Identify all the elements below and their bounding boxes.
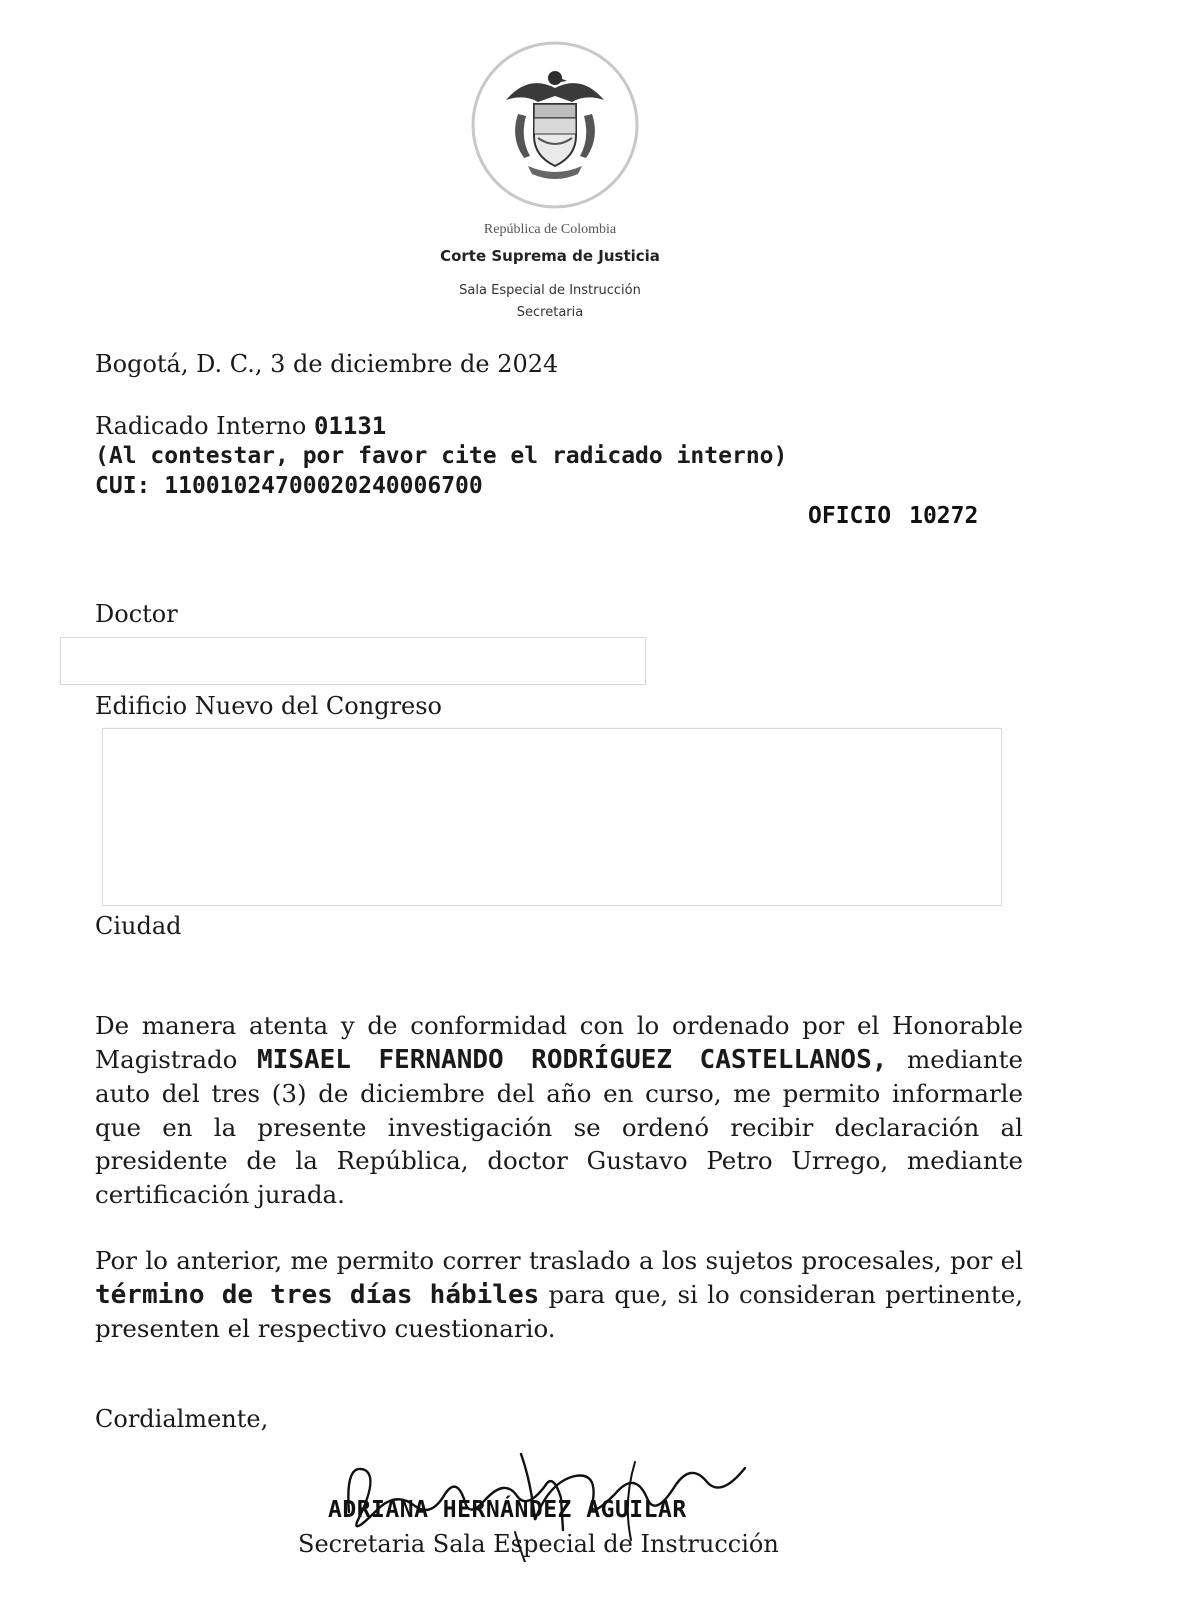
- paragraph-text: mediante auto del tres (3) de diciembre del año en curso, me permito informarle que en la presente investigación se ordenó recibir declaración al presidente de la República, doctor Gustavo Petro Urrego, mediante certificación jurada.: [95, 1044, 1024, 1209]
- radicado-number: 01131: [313, 412, 387, 440]
- oficio-number: 10272: [909, 503, 979, 529]
- header-republic: República de Colombia: [483, 222, 617, 237]
- cite-note: (Al contestar, por favor cite el radicado interno): [95, 443, 788, 469]
- body-paragraph: [95, 1009, 1023, 1212]
- header-chamber: Sala Especial de Instrucción: [459, 283, 641, 298]
- redaction-box: [102, 728, 1002, 906]
- recipient-salutation: Doctor: [95, 600, 178, 628]
- radicado-line: [95, 412, 386, 440]
- closing: Cordialmente,: [95, 1405, 269, 1433]
- oficio-label: OFICIO: [808, 503, 892, 529]
- radicado-label: Radicado Interno: [95, 412, 307, 440]
- body-paragraph: [95, 1244, 1023, 1346]
- paragraph-text: De manera atenta y de conformidad con lo ordenado por el Honorable Magistrado: [95, 1011, 1023, 1074]
- signer-role: Secretaria Sala Especial de Instrucción: [298, 1530, 779, 1558]
- recipient-city: Ciudad: [95, 912, 182, 940]
- cui-number: 11001024700020240006700: [164, 473, 483, 499]
- redaction-box: [60, 637, 646, 685]
- date-line: Bogotá, D. C., 3 de diciembre de 2024: [95, 350, 559, 378]
- cui-label: CUI:: [95, 473, 151, 499]
- oficio-reference: [808, 503, 978, 529]
- header-office: Secretaria: [516, 305, 584, 320]
- magistrate-name: MISAEL FERNANDO RODRÍGUEZ CASTELLANOS,: [257, 1044, 888, 1075]
- coat-of-arms-seal: [468, 38, 642, 212]
- paragraph-text: para que, si lo consideran pertinente, presenten el respectivo cuestionario.: [95, 1279, 1023, 1344]
- signer-name: ADRIANA HERNÁNDEZ AGUILAR: [328, 1497, 687, 1523]
- paragraph-text: Por lo anterior, me permito correr traslado a los sujetos procesales, por el: [95, 1246, 1023, 1275]
- recipient-building: Edificio Nuevo del Congreso: [95, 692, 443, 720]
- header-court-name: Corte Suprema de Justicia: [440, 247, 660, 265]
- cui-line: [95, 473, 483, 499]
- term-emphasis: término de tres días hábiles: [95, 1279, 540, 1310]
